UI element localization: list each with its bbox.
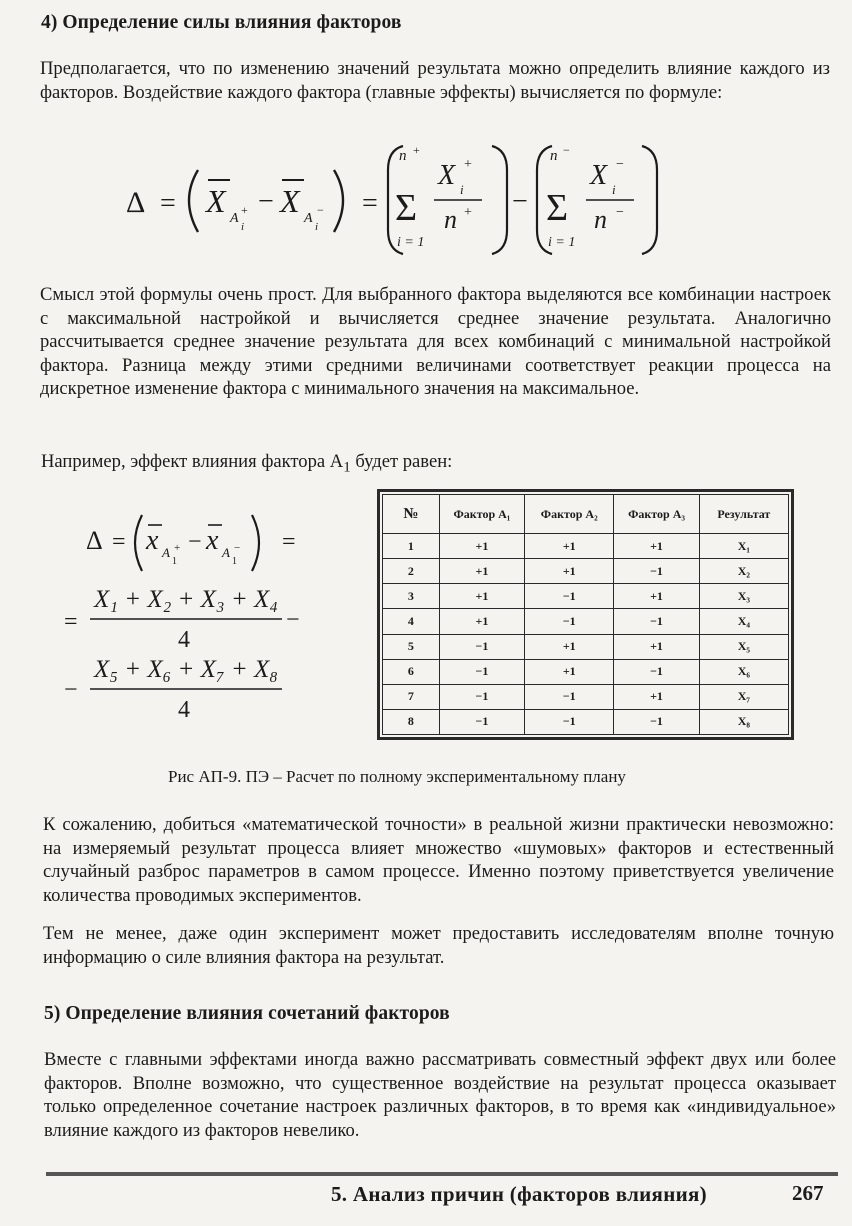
cell-a1: +1 (439, 584, 524, 609)
ex-eq-3: = (64, 609, 78, 635)
col-header-result: Результат (699, 495, 788, 534)
formula-eq-1: = (160, 188, 176, 219)
paragraph-unfortunately: К сожалению, добиться «математической точности» в реальной жизни практически невозможно: на измеряемый результат процесса влияет множество «шумовых» факторов и естественный случайный разброс параметров в самом процессе. Именно поэтому приветствуется увеличение количества проводимых экспериментов. (43, 814, 834, 906)
ex-denominator-1: 4 (178, 627, 190, 653)
experiment-plan-table (377, 489, 794, 740)
cell-result: X₂ (699, 559, 788, 584)
ex-a1-sub: 1 (172, 556, 177, 567)
table-row (383, 584, 789, 609)
cell-result: X₃ (699, 584, 788, 609)
formula-xi-1: X (438, 160, 456, 191)
ex-a2-sub: 1 (232, 556, 237, 567)
paragraph-nevertheless: Тем не менее, даже один эксперимент может предоставить исследователям вполне точную информацию о силе влияния фактора на результат. (43, 923, 834, 968)
cell-number: 5 (383, 634, 440, 659)
table-row (383, 609, 789, 634)
cell-number: 3 (383, 584, 440, 609)
formula-a2-minus: − (317, 203, 324, 217)
formula-eq-2: = (362, 188, 378, 219)
ex-minus-3: − (64, 677, 78, 703)
cell-a2: −1 (525, 684, 614, 709)
example-text: Например, эффект влияния фактора A (41, 451, 344, 472)
section-5-heading: 5) Определение влияния сочетаний факторов (44, 1003, 450, 1024)
cell-number: 7 (383, 684, 440, 709)
cell-a3: −1 (614, 559, 699, 584)
col-header-factor-a2: Фактор A₂ (525, 495, 614, 534)
formula-a1-plus: + (241, 203, 248, 217)
cell-result: X₄ (699, 609, 788, 634)
table-row (383, 709, 789, 734)
paragraph-intro: Предполагается, что по изменению значений результата можно определить влияние каждого из факторов. Воздействие каждого фактора (главные эффекты) вычисляется по формуле: (40, 58, 830, 103)
ex-eq-1: = (112, 529, 126, 555)
table-header-row (383, 495, 789, 534)
main-effect-formula (120, 140, 660, 260)
cell-a2: −1 (525, 609, 614, 634)
formula-i1-bottom: i = 1 (397, 235, 425, 250)
plan-table (382, 494, 789, 735)
cell-a2: +1 (525, 559, 614, 584)
ex-eq-2: = (282, 529, 296, 555)
figure-caption: Рис АП-9. ПЭ – Расчет по полному экспериментальному плану (168, 767, 626, 786)
cell-a3: −1 (614, 659, 699, 684)
ex-denominator-2: 4 (178, 697, 190, 723)
cell-a3: −1 (614, 709, 699, 734)
formula-n-plus-top-sign: + (413, 143, 420, 157)
cell-a3: +1 (614, 584, 699, 609)
cell-a2: −1 (525, 709, 614, 734)
formula-a2: A (304, 211, 313, 226)
formula-xi-2: X (590, 160, 608, 191)
formula-xi-2-sup: − (616, 157, 624, 172)
ex-delta: Δ (86, 526, 103, 555)
formula-sigma-2: Σ (546, 187, 569, 229)
formula-den-1-sup: + (464, 205, 472, 220)
page-number: 267 (792, 1181, 824, 1205)
ex-a1-plus: + (174, 542, 181, 554)
col-header-factor-a1: Фактор A₁ (439, 495, 524, 534)
footer-rule (46, 1172, 838, 1176)
ex-a2-minus: − (234, 542, 241, 554)
paragraph-meaning: Смысл этой формулы очень прост. Для выбранного фактора выделяются все комбинации настроек с максимальной настройкой и вычисляется среднее значение результата. Аналогично рассчитывается среднее значение результата для всех комбинаций с минимальной настройкой фактора. Разница между этими средними величинами соответствует реакции процесса на дискретное изменение фактора с минимального значения на максимальное. (40, 284, 831, 400)
table-row (383, 684, 789, 709)
cell-number: 2 (383, 559, 440, 584)
table-row (383, 659, 789, 684)
ex-a1: A (162, 545, 170, 560)
formula-minus-2: − (512, 186, 528, 217)
cell-result: X₈ (699, 709, 788, 734)
formula-minus-1: − (258, 186, 274, 217)
ex-minus-2: − (286, 607, 300, 633)
example-formula (60, 505, 310, 725)
ex-x1: x (146, 525, 159, 556)
cell-number: 4 (383, 609, 440, 634)
formula-n-minus-top-sign: − (563, 143, 570, 157)
cell-a2: +1 (525, 534, 614, 559)
formula-x2: X (280, 183, 300, 219)
cell-a1: +1 (439, 609, 524, 634)
cell-result: X₅ (699, 634, 788, 659)
formula-den-2-sup: − (616, 205, 624, 220)
formula-delta: Δ (126, 186, 146, 219)
cell-a2: −1 (525, 584, 614, 609)
formula-xi-1-sub: i (460, 182, 464, 197)
ex-a2: A (222, 545, 230, 560)
formula-sigma-1: Σ (395, 187, 418, 229)
formula-a1-sub: i (241, 221, 245, 233)
cell-a3: +1 (614, 634, 699, 659)
cell-a2: +1 (525, 659, 614, 684)
cell-a1: +1 (439, 534, 524, 559)
col-header-factor-a3: Фактор A₃ (614, 495, 699, 534)
formula-n-minus-top: n (550, 148, 558, 164)
formula-den-1: n (444, 205, 457, 234)
cell-a1: −1 (439, 684, 524, 709)
formula-i2-bottom: i = 1 (548, 235, 576, 250)
ex-numerator-1: X₁ + X₂ + X₃ + X₄ (94, 586, 278, 613)
formula-a2-sub: i (315, 221, 319, 233)
formula-x1: X (206, 183, 226, 219)
ex-numerator-2: X₅ + X₆ + X₇ + X₈ (94, 656, 278, 683)
formula-xi-2-sub: i (612, 182, 616, 197)
formula-den-2: n (594, 205, 607, 234)
example-text-end: будет равен: (350, 451, 453, 472)
formula-n-plus-top: n (399, 148, 407, 164)
cell-result: X₁ (699, 534, 788, 559)
cell-a1: +1 (439, 559, 524, 584)
cell-number: 8 (383, 709, 440, 734)
cell-number: 1 (383, 534, 440, 559)
cell-a3: +1 (614, 684, 699, 709)
formula-a1: A (230, 211, 239, 226)
cell-result: X₇ (699, 684, 788, 709)
cell-a1: −1 (439, 634, 524, 659)
col-header-number: № (383, 495, 440, 534)
ex-x2: x (206, 525, 219, 556)
paragraph-combined: Вместе с главными эффектами иногда важно рассматривать совместный эффект двух или более факторов. Вполне возможно, что существенное воздействие на результат процесса оказывает только определенное сочетание настроек различных факторов, в то время как «индивидуальное» влияние каждого из факторов невелико. (44, 1049, 836, 1141)
table-row (383, 534, 789, 559)
example-sub: 1 (343, 459, 351, 476)
cell-number: 6 (383, 659, 440, 684)
table-row (383, 559, 789, 584)
table-row (383, 634, 789, 659)
cell-a1: −1 (439, 659, 524, 684)
cell-a3: +1 (614, 534, 699, 559)
cell-a1: −1 (439, 709, 524, 734)
ex-minus: − (188, 529, 202, 555)
cell-a2: +1 (525, 634, 614, 659)
formula-xi-1-sup: + (464, 157, 472, 172)
footer-chapter-title: 5. Анализ причин (факторов влияния) (331, 1182, 707, 1206)
cell-a3: −1 (614, 609, 699, 634)
paragraph-example (41, 450, 641, 480)
section-4-heading: 4) Определение силы влияния факторов (41, 12, 402, 33)
cell-result: X₆ (699, 659, 788, 684)
